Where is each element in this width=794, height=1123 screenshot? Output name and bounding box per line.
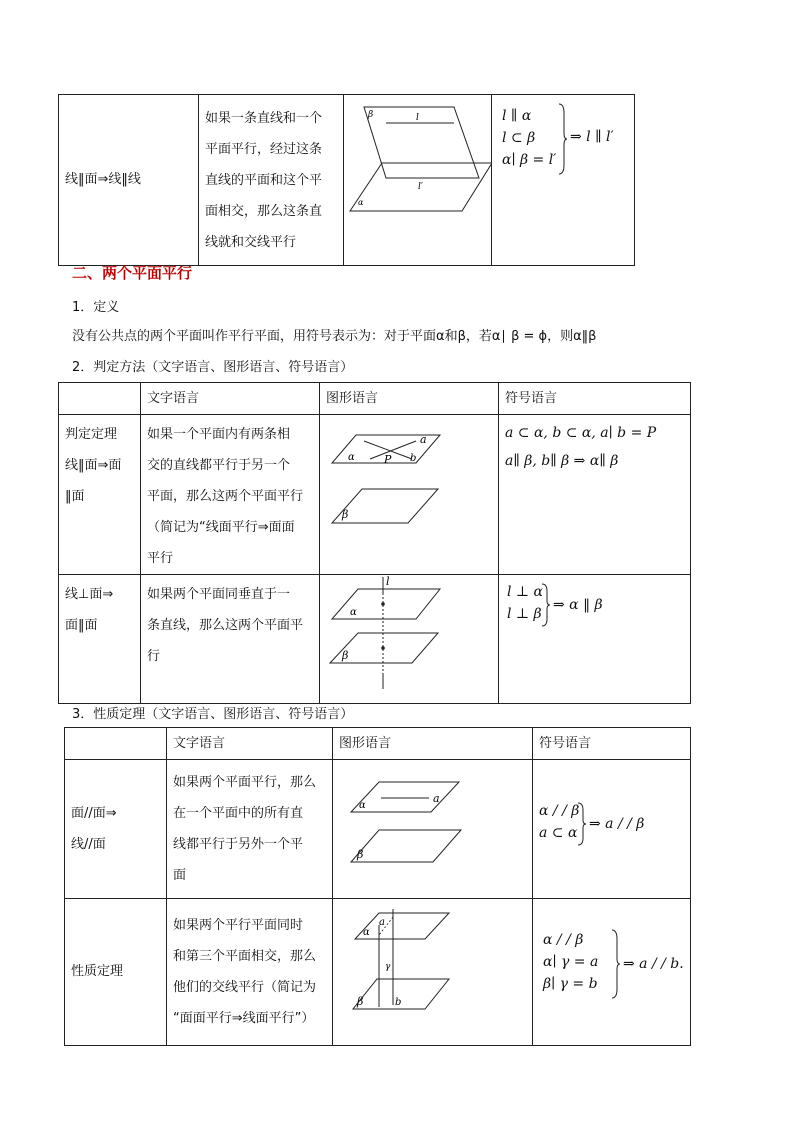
text-language-cell [141,575,320,704]
text-line: 条直线，那么这两个平面平 [147,618,304,633]
top-table [58,94,635,266]
text-language-cell [167,760,333,899]
text-line: 他们的交线平行（简记为 [173,980,317,995]
perpendicular-line-parallel-planes-figure [320,575,499,691]
name-line: 判定定理 [65,427,118,442]
figure-cell [344,95,492,266]
symbol-line: α∣ β = l′ [502,152,557,168]
criteria-table [58,382,691,704]
name-line: 面//面⇒ [71,806,117,821]
name-line: 线//面 [71,837,106,852]
text-line: 平面平行，经过这条 [205,141,323,157]
symbol-line: α / / β [539,803,580,819]
text-line: 行 [147,649,161,664]
label-gamma: γ [385,962,391,972]
symbol-line: l ⊥ α [507,584,543,600]
right-brace-icon [541,583,551,627]
label-a: a [420,433,427,446]
theorem-name-cell [65,899,167,1046]
text-line: “面面平行⇒线面平行”） [173,1011,315,1026]
header-symbol-language: 符号语言 [533,728,691,760]
label-alpha: α [363,927,370,938]
text-line: 在一个平面中的所有直 [173,806,304,821]
label-beta: β [368,110,374,120]
text-language-cell [141,415,320,575]
symbol-result: ⇒ α ‖ β [553,597,603,613]
header-text-language: 文字语言 [141,383,320,415]
right-brace-icon [577,802,587,846]
method-heading: 2．判定方法（文字语言、图形语言、符号语言） [72,360,354,375]
definition-heading: 1．定义 [72,300,120,315]
header-empty [59,383,141,415]
property-table [64,727,691,1046]
text-line: 如果两个平面同垂直于一 [147,587,291,602]
label-beta: β [342,649,349,662]
label-a: a [433,792,440,805]
name-line: 线⊥面⇒ [65,587,114,602]
label-l-prime: l′ [418,182,423,192]
symbol-result: ⇒ a / / β [589,816,645,832]
label-P: P [384,453,392,466]
text-line: 和第三个平面相交，那么 [173,949,317,964]
theorem-name: 性质定理 [71,964,124,979]
figure-cell [333,899,533,1046]
name-line: 线‖面⇒面 [65,458,122,473]
symbol-line: l ⊂ β [502,130,536,146]
figure-cell [320,575,499,704]
text-line: 平面，那么这两个平面平行 [147,489,304,504]
header-empty [65,728,167,760]
text-line: （简记为“线面平行⇒面面 [147,520,295,535]
plane-parallel-line-figure [333,760,533,886]
label-b: b [395,997,402,1008]
label-alpha: α [358,198,364,207]
two-lines-parallel-planes-figure [320,415,499,555]
intersection-lines-parallel-figure [333,899,533,1033]
text-line: 如果一个平面内有两条相 [147,427,291,442]
text-language-cell [167,899,333,1046]
name-line: ‖面 [65,489,85,504]
text-line: 如果两个平面平行，那么 [173,775,317,790]
theorem-name-cell [59,575,141,704]
symbol-language-cell [533,899,691,1046]
symbol-line: α∣ γ = a [543,954,599,970]
header-text-language: 文字语言 [167,728,333,760]
label-l: l [416,113,419,123]
property-heading: 3．性质定理（文字语言、图形语言、符号语言） [72,707,354,722]
text-line: 如果两个平行平面同时 [173,918,304,933]
text-line: 线都平行于另外一个平 [173,837,304,852]
text-line: 线就和交线平行 [205,234,297,250]
theorem-name-cell [65,760,167,899]
text-line: 如果一条直线和一个 [205,110,323,126]
text-language-cell [199,95,344,266]
label-beta: β [357,848,364,861]
symbol-language-cell [499,415,691,575]
header-figure-language: 图形语言 [333,728,533,760]
label-beta: β [357,995,364,1008]
name-line: 面‖面 [65,618,98,633]
label-a: a [379,917,385,928]
text-line: 交的直线都平行于另一个 [147,458,291,473]
theorem-name: 线‖面⇒线‖线 [65,172,141,187]
line-plane-parallel-figure [344,95,492,253]
symbol-line: l ∥ α [502,108,532,124]
text-line: 面 [173,868,187,883]
text-line: 直线的平面和这个平 [205,172,323,188]
header-figure-language: 图形语言 [320,383,499,415]
label-l: l [386,575,390,588]
figure-cell [320,415,499,575]
symbol-line: l ⊥ β [507,606,542,622]
right-brace-icon [558,103,568,175]
symbol-line: α / / β [543,932,584,948]
symbol-line: a ⊂ α, b ⊂ α, a∣ b = P [505,425,657,441]
symbol-language-cell [533,760,691,899]
symbol-line: β∣ γ = b [543,976,598,992]
label-beta: β [342,508,349,521]
definition-text: 没有公共点的两个平面叫作平行平面，用符号表示为：对于平面α和β，若α∣ β = ϕ，则α‖β [72,329,597,344]
symbol-language-cell [499,575,691,704]
symbol-result: ⇒ l ∥ l′ [570,129,614,145]
text-line: 平行 [147,551,174,566]
label-b: b [410,453,417,464]
symbol-line: a∥ β, b∥ β ⇒ α∥ β [505,453,619,469]
symbol-language-cell [492,95,635,266]
theorem-name-cell [59,415,141,575]
header-symbol-language: 符号语言 [499,383,691,415]
section-title: 二、两个平面平行 [72,264,193,282]
label-alpha: α [350,607,357,618]
symbol-line: a ⊂ α [539,825,578,841]
text-line: 面相交，那么这条直 [205,203,323,219]
symbol-result: ⇒ a / / b. [623,956,684,972]
right-brace-icon [611,929,621,999]
label-alpha: α [359,800,366,811]
label-alpha: α [348,452,355,463]
figure-cell [333,760,533,899]
theorem-name-cell [59,95,199,266]
